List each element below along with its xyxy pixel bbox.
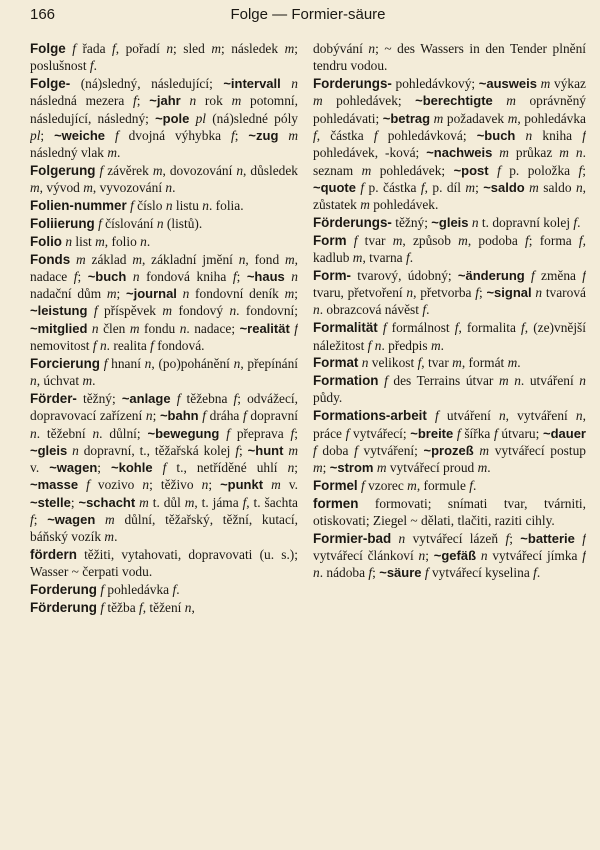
entry-headword: fördern — [30, 547, 77, 563]
entry-headword: Folge — [30, 41, 66, 56]
entry-headword: Form- — [313, 267, 351, 283]
entry-headword: Folien-nummer — [30, 198, 127, 214]
entry-headword: Förder- — [30, 390, 77, 406]
dictionary-entry — [313, 214, 586, 231]
entry-headword: formen — [313, 495, 359, 511]
entry-definition: f formálnost f, formalita f, (ze)vnější náležitost f n. předpis m. — [313, 320, 586, 353]
entry-definition: těžný; ~anlage f těžebna f; odvážecí, dopravovací zařízení n; ~bahn f dráha f dopravní n. těžební n. důlní; ~bewegung f přeprava f; ~gleis n dopravní, t., těžařská kolej f; ~hunt m v. ~wagen; ~kohle f t., netříděné uhlí n; ~masse f vozivo n; těživo n; ~punkt m v. ~stelle; ~schacht m t. důl m, t. jáma f, t. šachta f; ~wagen m důlní, těžařský, těžní, kutací, báňský vozík m. — [30, 390, 298, 545]
dictionary-entry — [30, 546, 298, 581]
entry-definition: n velikost f, tvar m, formát m. — [361, 355, 521, 371]
entry-headword: Forderung — [30, 582, 97, 598]
dictionary-entry — [30, 599, 298, 616]
entry-definition: formovati; snímati tvar, tvárniti, otiskovati; Ziegel ~ dělati, tlačiti, raziti cihly. — [313, 495, 586, 529]
dictionary-entry — [313, 477, 586, 494]
entry-headword: Formel — [313, 477, 358, 493]
entry-definition: (ná)sledný, následující; ~intervall n následná mezera f; ~jahr n rok m potomní, následující, následný; ~pole pl (ná)sledné póly pl; ~weiche f dvojná výhybka f; ~zug m následný vlak m. — [30, 76, 298, 161]
entry-headword: Formations-arbeit — [313, 408, 427, 424]
dictionary-entry — [313, 232, 586, 267]
entry-definition: dobývání n; ~ des Wassers in den Tender plnění tendru vodou. — [313, 41, 586, 74]
entry-definition: f pohledávka f. — [100, 582, 180, 598]
entry-definition: m základ m, základní jmění n, fond m, nadace f; ~buch n fondová kniha f; ~haus n nadační dům m; ~journal n fondovní deník m; ~leistung f příspěvek m fondový n. fondovní; ~mitglied n člen m fondu n. nadace; ~realität f nemovitost f n. realita f fondová. — [30, 251, 298, 354]
entry-definition: f tvar m, způsob m, podoba f; forma f, kadlub m, tvarna f. — [313, 232, 586, 266]
dictionary-entry — [30, 215, 298, 232]
dictionary-entry — [30, 390, 298, 546]
entry-definition: pohledávkový; ~ausweis m výkaz m pohledávek; ~berechtigte m oprávněný pohledávati; ~betrag m požadavek m, pohledávka f, částka f pohledávková; ~buch n kniha f pohledávek, -ková; ~nachweis m průkaz m n. seznam m pohledávek; ~post f p. položka f; ~quote f p. částka f, p. díl m; ~saldo m saldo n, zůstatek m pohledávek. — [313, 76, 586, 213]
dictionary-entry — [313, 495, 586, 530]
dictionary-entry — [30, 355, 298, 390]
entry-headword: Folgerung — [30, 163, 96, 179]
dictionary-entry — [313, 75, 586, 213]
entry-definition: f des Terrains útvar m n. utváření n půdy. — [313, 373, 586, 406]
entry-definition: tvarový, údobný; ~änderung f změna f tvaru, přetvoření n, přetvorba f; ~signal n tvarová n. obrazcová návěst f. — [313, 267, 586, 318]
entry-headword: Forcierung — [30, 355, 100, 371]
dictionary-entry — [313, 267, 586, 319]
entry-definition: n vytvářecí lázeň f; ~batterie f vytvářecí článkoví n; ~gefäß n vytvářecí jímka f n. nádoba f; ~säure f vytvářecí kyselina f. — [313, 530, 586, 581]
entry-definition: f číslo n listu n. folia. — [130, 198, 244, 214]
dictionary-entry — [30, 75, 298, 161]
dictionary-entry — [30, 162, 298, 197]
right-column — [313, 40, 586, 842]
entry-headword: Form — [313, 232, 347, 248]
dictionary-entry — [313, 530, 586, 582]
entry-headword: Formation — [313, 373, 379, 389]
entry-headword: Fonds — [30, 251, 71, 267]
entry-definition: f závěrek m, dovozování n, důsledek m, vývod m, vyvozování n. — [30, 163, 298, 196]
entry-definition: f hnaní n, (po)pohánění n, přepínání n, úchvat m. — [30, 355, 298, 389]
dictionary-entry — [30, 40, 298, 75]
dictionary-entry — [30, 581, 298, 598]
dictionary-entry — [30, 233, 298, 250]
entry-definition: f řada f, pořadí n; sled m; následek m; poslušnost f. — [30, 41, 298, 74]
entry-headword: Folge- — [30, 76, 71, 92]
entry-headword: Formier-bad — [313, 530, 392, 546]
dictionary-entry — [313, 319, 586, 354]
left-column — [30, 40, 298, 842]
dictionary-entry — [30, 197, 298, 214]
running-head: Folge — Formier-säure — [230, 6, 386, 23]
dictionary-entry — [30, 251, 298, 355]
entry-definition: f těžba f, těžení n, — [100, 600, 195, 615]
entry-definition: těžný; ~gleis n t. dopravní kolej f. — [395, 214, 581, 230]
entry-definition: n list m, folio n. — [65, 233, 151, 249]
entry-definition: f číslování n (listů). — [98, 215, 203, 231]
entry-headword: Foliierung — [30, 215, 95, 231]
page-header — [30, 4, 586, 26]
dictionary-entry — [313, 407, 586, 476]
entry-headword: Formalität — [313, 320, 378, 336]
entry-definition: f vzorec m, formule f. — [361, 477, 477, 493]
entry-headword: Förderung — [30, 600, 97, 615]
entry-definition: těžiti, vytahovati, dopravovati (u. s.); Wasser ~ čerpati vodu. — [30, 547, 298, 580]
entry-headword: Folio — [30, 233, 62, 249]
dictionary-entry — [313, 372, 586, 407]
entry-headword: Förderungs- — [313, 214, 392, 230]
entry-headword: Format — [313, 355, 359, 371]
dictionary-entry — [313, 354, 586, 371]
page-number: 166 — [30, 6, 56, 23]
entry-definition: f utváření n, vytváření n, práce f vytvářecí; ~breite f šířka f útvaru; ~dauer f doba f vytváření; ~prozeß m vytvářecí postup m; ~strom m vytvářecí proud m. — [313, 408, 586, 476]
dictionary-entry — [313, 40, 586, 75]
entry-headword: Forderungs- — [313, 76, 392, 92]
